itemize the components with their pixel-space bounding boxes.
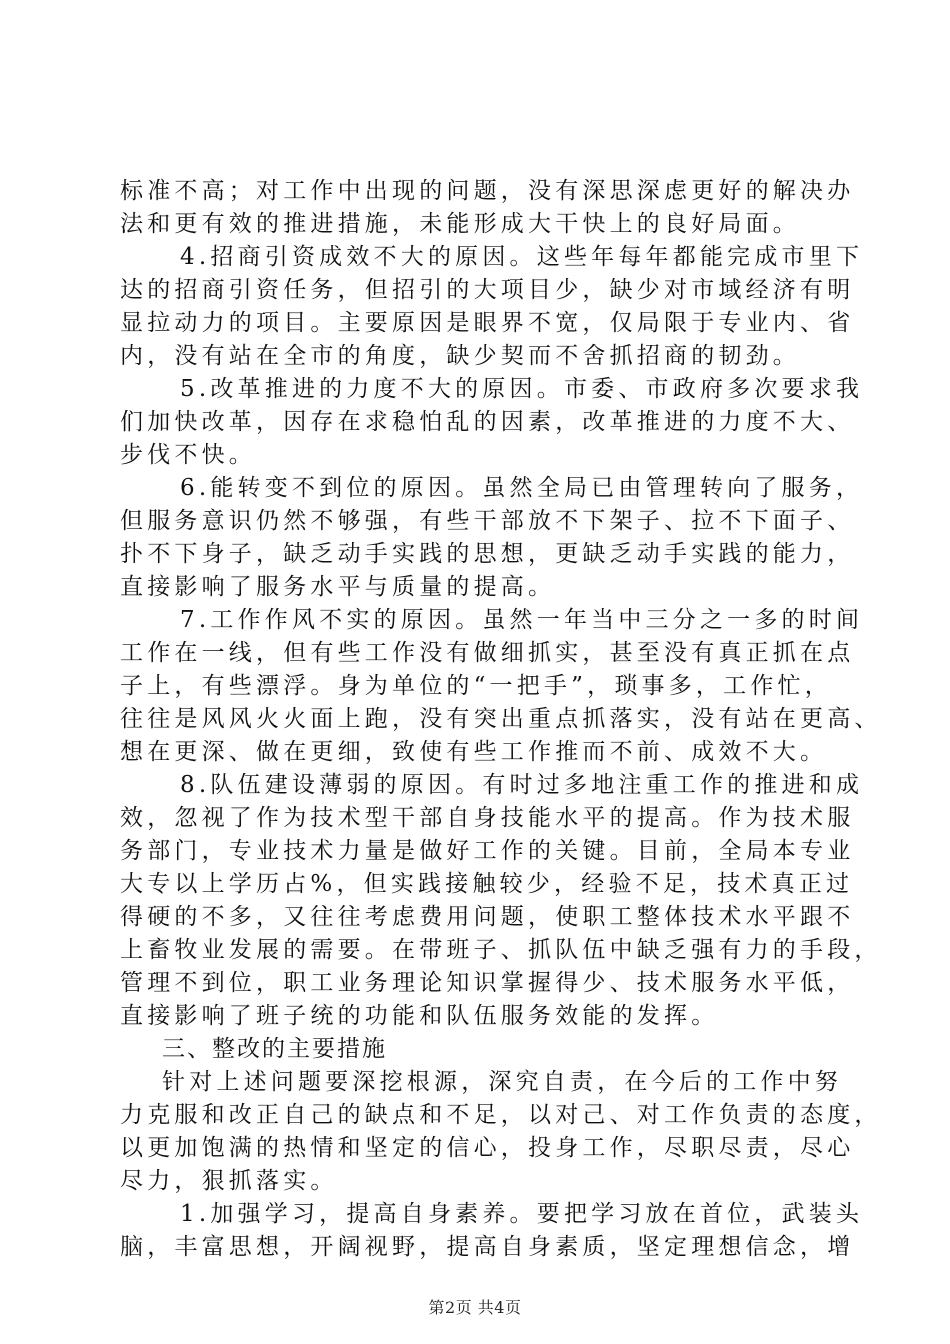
text-line: 上畜牧业发展的需要。在带班子、抓队伍中缺乏强有力的手段， [120, 937, 882, 963]
text-line: 7.工作作风不实的原因。虽然一年当中三分之一多的时间 [180, 607, 864, 633]
section-heading: 三、整改的主要措施 [162, 1036, 387, 1062]
text-line: 内，没有站在全市的角度，缺少契而不舍抓招商的韧劲。 [120, 343, 800, 369]
text-line: 们加快改革，因存在求稳怕乱的因素，改革推进的力度不大、 [120, 409, 855, 435]
text-line: 想在更深、做在更细，致使有些工作推而不前、成效不大。 [120, 739, 828, 765]
text-line: 大专以上学历占%，但实践接触较少，经验不足，技术真正过 [120, 871, 854, 897]
text-line: 法和更有效的推进措施，未能形成大干快上的良好局面。 [120, 211, 800, 237]
text-line: 扑不下身子，缺乏动手实践的思想，更缺乏动手实践的能力， [120, 541, 855, 567]
text-line: 标准不高；对工作中出现的问题，没有深思深虑更好的解决办 [120, 178, 855, 204]
text-line: 直接影响了班子统的功能和队伍服务效能的发挥。 [120, 1003, 719, 1029]
text-line: 得硬的不多，又往往考虑费用问题，使职工整体技术水平跟不 [120, 904, 855, 930]
text-line: 务部门，专业技术力量是做好工作的关键。目前，全局本专业 [120, 838, 855, 864]
text-line: 力克服和改正自己的缺点和不足，以对己、对工作负责的态度， [120, 1102, 882, 1128]
text-line: 步伐不快。 [120, 442, 256, 468]
text-line: 4.招商引资成效不大的原因。这些年每年都能完成市里下 [180, 244, 864, 270]
text-line: 5.改革推进的力度不大的原因。市委、市政府多次要求我 [180, 376, 864, 402]
text-line: 以更加饱满的热情和坚定的信心，投身工作，尽职尽责，尽心 [120, 1135, 855, 1161]
text-line: 8.队伍建设薄弱的原因。有时过多地注重工作的推进和成 [180, 772, 864, 798]
text-line: 效，忽视了作为技术型干部自身技能水平的提高。作为技术服 [120, 805, 855, 831]
text-line: 1.加强学习，提高自身素养。要把学习放在首位，武装头 [180, 1201, 864, 1227]
text-line: 显拉动力的项目。主要原因是眼界不宽，仅局限于专业内、省 [120, 310, 855, 336]
text-line: 直接影响了服务水平与质量的提高。 [120, 574, 556, 600]
text-line: 工作在一线，但有些工作没有做细抓实，甚至没有真正抓在点 [120, 640, 855, 666]
text-line: 6.能转变不到位的原因。虽然全局已由管理转向了服务， [180, 475, 864, 501]
text-line: 子上，有些漂浮。身为单位的“一把手”，琐事多，工作忙， [120, 673, 832, 699]
text-line: 管理不到位，职工业务理论知识掌握得少、技术服务水平低， [120, 970, 855, 996]
page-footer: 第2页 共4页 [428, 1298, 522, 1317]
text-line: 达的招商引资任务，但招引的大项目少，缺少对市域经济有明 [120, 277, 855, 303]
text-line: 脑，丰富思想，开阔视野，提高自身素质，坚定理想信念，增 [120, 1234, 855, 1260]
text-line: 往往是风风火火面上跑，没有突出重点抓落实，没有站在更高、 [120, 706, 882, 732]
text-line: 尽力，狠抓落实。 [120, 1168, 338, 1194]
text-line: 针对上述问题要深挖根源，深究自责，在今后的工作中努 [162, 1069, 842, 1095]
text-line: 但服务意识仍然不够强，有些干部放不下架子、拉不下面子、 [120, 508, 855, 534]
